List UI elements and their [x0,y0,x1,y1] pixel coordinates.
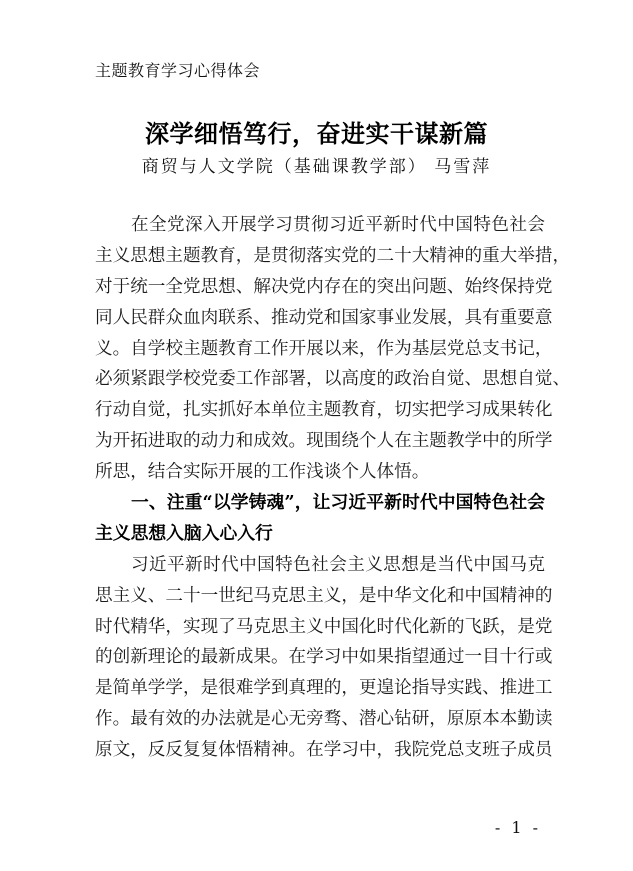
paragraph-line: 作。最有效的办法就是心无旁骛、潜心钻研，原原本本勤读 [95,709,553,730]
paragraph-line: 所思，结合实际开展的工作浅谈个人体悟。 [95,462,430,483]
section-heading-line: 一、注重“以学铸魂”，让习近平新时代中国特色社会 [131,492,545,514]
paragraph-line: 是简单学学，是很难学到真理的，更遑论指导实践、推进工 [95,678,553,699]
paragraph-line: 习近平新时代中国特色社会主义思想是当代中国马克 [131,554,545,575]
page-number: - 1 - [494,818,541,837]
paragraph-line: 的创新理论的最新成果。在学习中如果指望通过一目十行或 [95,647,553,668]
paragraph-line: 思主义、二十一世纪马克思主义，是中华文化和中国精神的 [95,585,553,606]
paragraph-line: 必须紧跟学校党委工作部署，以高度的政治自觉、思想自觉、 [95,369,571,390]
section-heading-line: 主义思想入脑入心入行 [95,522,273,544]
document-body [95,210,571,766]
paragraph-line: 为开拓进取的动力和成效。现围绕个人在主题教学中的所学 [95,431,553,452]
header-label: 主题教育学习心得体会 [95,61,261,80]
document-author: 商贸与人文学院（基础课教学部） 马雪萍 [141,157,492,177]
paragraph-line: 在全党深入开展学习贯彻习近平新时代中国特色社会 [131,215,545,235]
paragraph-line: 对于统一全党思想、解决党内存在的突出问题、始终保持党 [95,276,553,297]
paragraph-line: 义。自学校主题教育工作开展以来，作为基层党总支书记， [95,338,553,359]
paragraph-line: 原文，反反复复体悟精神。在学习中，我院党总支班子成员 [95,740,553,761]
paragraph-line: 同人民群众血肉联系、推动党和国家事业发展，具有重要意 [95,307,553,328]
document-title: 深学细悟笃行，奋进实干谋新篇 [145,119,488,148]
paragraph-line: 主义思想主题教育，是贯彻落实党的二十大精神的重大举措， [95,245,571,266]
paragraph-line: 行动自觉，扎实抓好本单位主题教育，切实把学习成果转化 [95,400,553,421]
paragraph-line: 时代精华，实现了马克思主义中国化时代化新的飞跃，是党 [95,616,553,637]
